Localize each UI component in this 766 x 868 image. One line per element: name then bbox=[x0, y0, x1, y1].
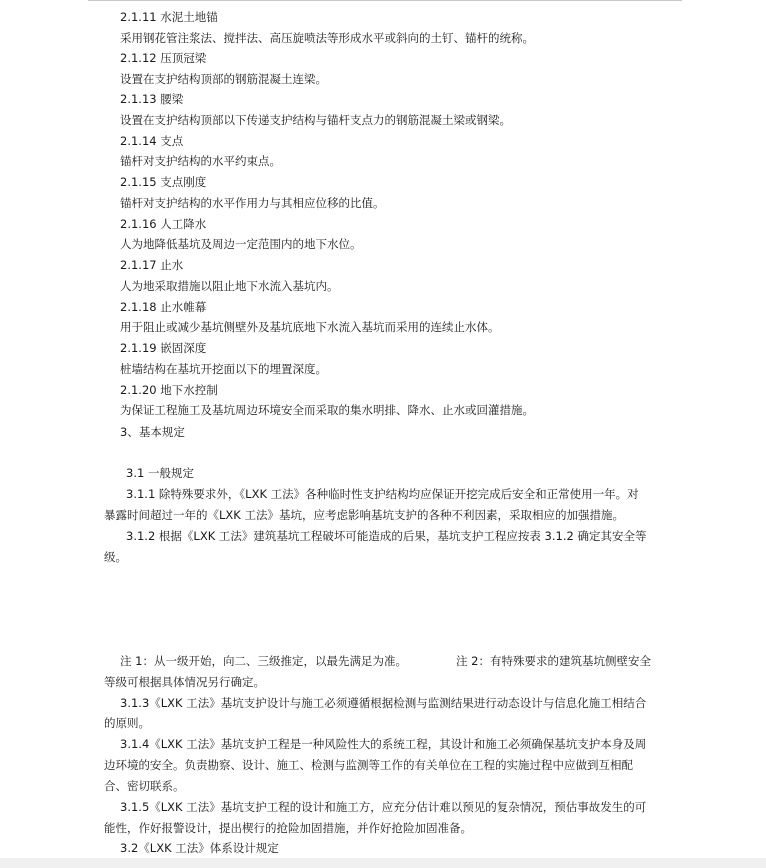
paragraph-line: 3.1.2 根据《LXK 工法》建筑基坑工程破坏可能造成的后果，基坑支护工程应按表 3.1.2 确定其安全等 bbox=[126, 529, 647, 543]
definition-heading: 2.1.14 支点 bbox=[120, 134, 184, 148]
definition-heading: 2.1.19 嵌固深度 bbox=[120, 341, 207, 355]
section-title: 3、基本规定 bbox=[120, 425, 185, 439]
definition-heading: 2.1.20 地下水控制 bbox=[120, 383, 218, 397]
definition-heading: 2.1.11 水泥土地锚 bbox=[120, 10, 218, 24]
paragraph-line: 3.1.3《LXK 工法》基坑支护设计与施工必须遵循根据检测与监测结果进行动态设计与信息化施工相结合 bbox=[120, 696, 647, 710]
subsection-title: 3.1 一般规定 bbox=[126, 466, 194, 480]
definition-text: 采用钢花管注浆法、搅拌法、高压旋喷法等形成水平或斜向的土钉、锚杆的统称。 bbox=[120, 31, 534, 45]
definition-heading: 2.1.16 人工降水 bbox=[120, 217, 207, 231]
note-continuation: 等级可根据具体情况另行确定。 bbox=[104, 675, 265, 689]
paragraph-line: 边环境的安全。负责勘察、设计、施工、检测与监测等工作的有关单位在工程的实施过程中应做到互相配 bbox=[104, 758, 633, 772]
paragraph-line: 暴露时间超过一年的《LXK 工法》基坑，应考虑影响基坑支护的各种不利因素，采取相应的加强措施。 bbox=[104, 508, 624, 522]
definition-heading: 2.1.18 止水帷幕 bbox=[120, 300, 207, 314]
note-1: 注 1：从一级开始，向二、三级推定，以最先满足为准。 bbox=[120, 654, 407, 668]
definition-text: 人为地降低基坑及周边一定范围内的地下水位。 bbox=[120, 237, 362, 251]
paragraph-line: 能性，作好报警设计，提出楔行的抢险加固措施，并作好抢险加固准备。 bbox=[104, 821, 472, 835]
paragraph-line: 3.1.4《LXK 工法》基坑支护工程是一种风险性大的系统工程，其设计和施工必须确保基坑支护本身及周 bbox=[120, 737, 647, 751]
definition-heading: 2.1.15 支点刚度 bbox=[120, 175, 207, 189]
note-2: 注 2：有特殊要求的建筑基坑侧壁安全 bbox=[456, 654, 651, 668]
paragraph-line: 3.1.5《LXK 工法》基坑支护工程的设计和施工方，应充分估计难以预见的复杂情况，预估事故发生的可 bbox=[120, 800, 647, 814]
definition-heading: 2.1.13 腰梁 bbox=[120, 92, 184, 106]
definition-heading: 2.1.12 压顶冠梁 bbox=[120, 51, 207, 65]
paragraph-line: 3.1.1 除特殊要求外，《LXK 工法》各种临时性支护结构均应保证开挖完成后安全和正常使用一年。对 bbox=[126, 487, 639, 501]
paragraph-line: 级。 bbox=[104, 550, 127, 564]
definition-heading: 2.1.17 止水 bbox=[120, 258, 184, 272]
paragraph-line: 的原则。 bbox=[104, 716, 150, 730]
definition-text: 锚杆对支护结构的水平作用力与其相应位移的比值。 bbox=[120, 196, 385, 210]
bottom-scroll-strip bbox=[0, 858, 766, 868]
definition-text: 设置在支护结构顶部以下传递支护结构与锚杆支点力的钢筋混凝土梁或钢梁。 bbox=[120, 113, 511, 127]
definition-text: 锚杆对支护结构的水平约束点。 bbox=[120, 154, 281, 168]
definition-text: 用于阻止或减少基坑侧壁外及基坑底地下水流入基坑而采用的连续止水体。 bbox=[120, 320, 500, 334]
subsection-title: 3.2《LXK 工法》体系设计规定 bbox=[120, 841, 279, 855]
page-top-border bbox=[88, 0, 682, 1]
definition-text: 为保证工程施工及基坑周边环境安全而采取的集水明排、降水、止水或回灌措施。 bbox=[120, 403, 534, 417]
definition-text: 桩墙结构在基坑开挖面以下的埋置深度。 bbox=[120, 362, 327, 376]
definition-text: 人为地采取措施以阻止地下水流入基坑内。 bbox=[120, 279, 339, 293]
paragraph-line: 合、密切联系。 bbox=[104, 779, 185, 793]
definition-text: 设置在支护结构顶部的钢筋混凝土连梁。 bbox=[120, 72, 327, 86]
